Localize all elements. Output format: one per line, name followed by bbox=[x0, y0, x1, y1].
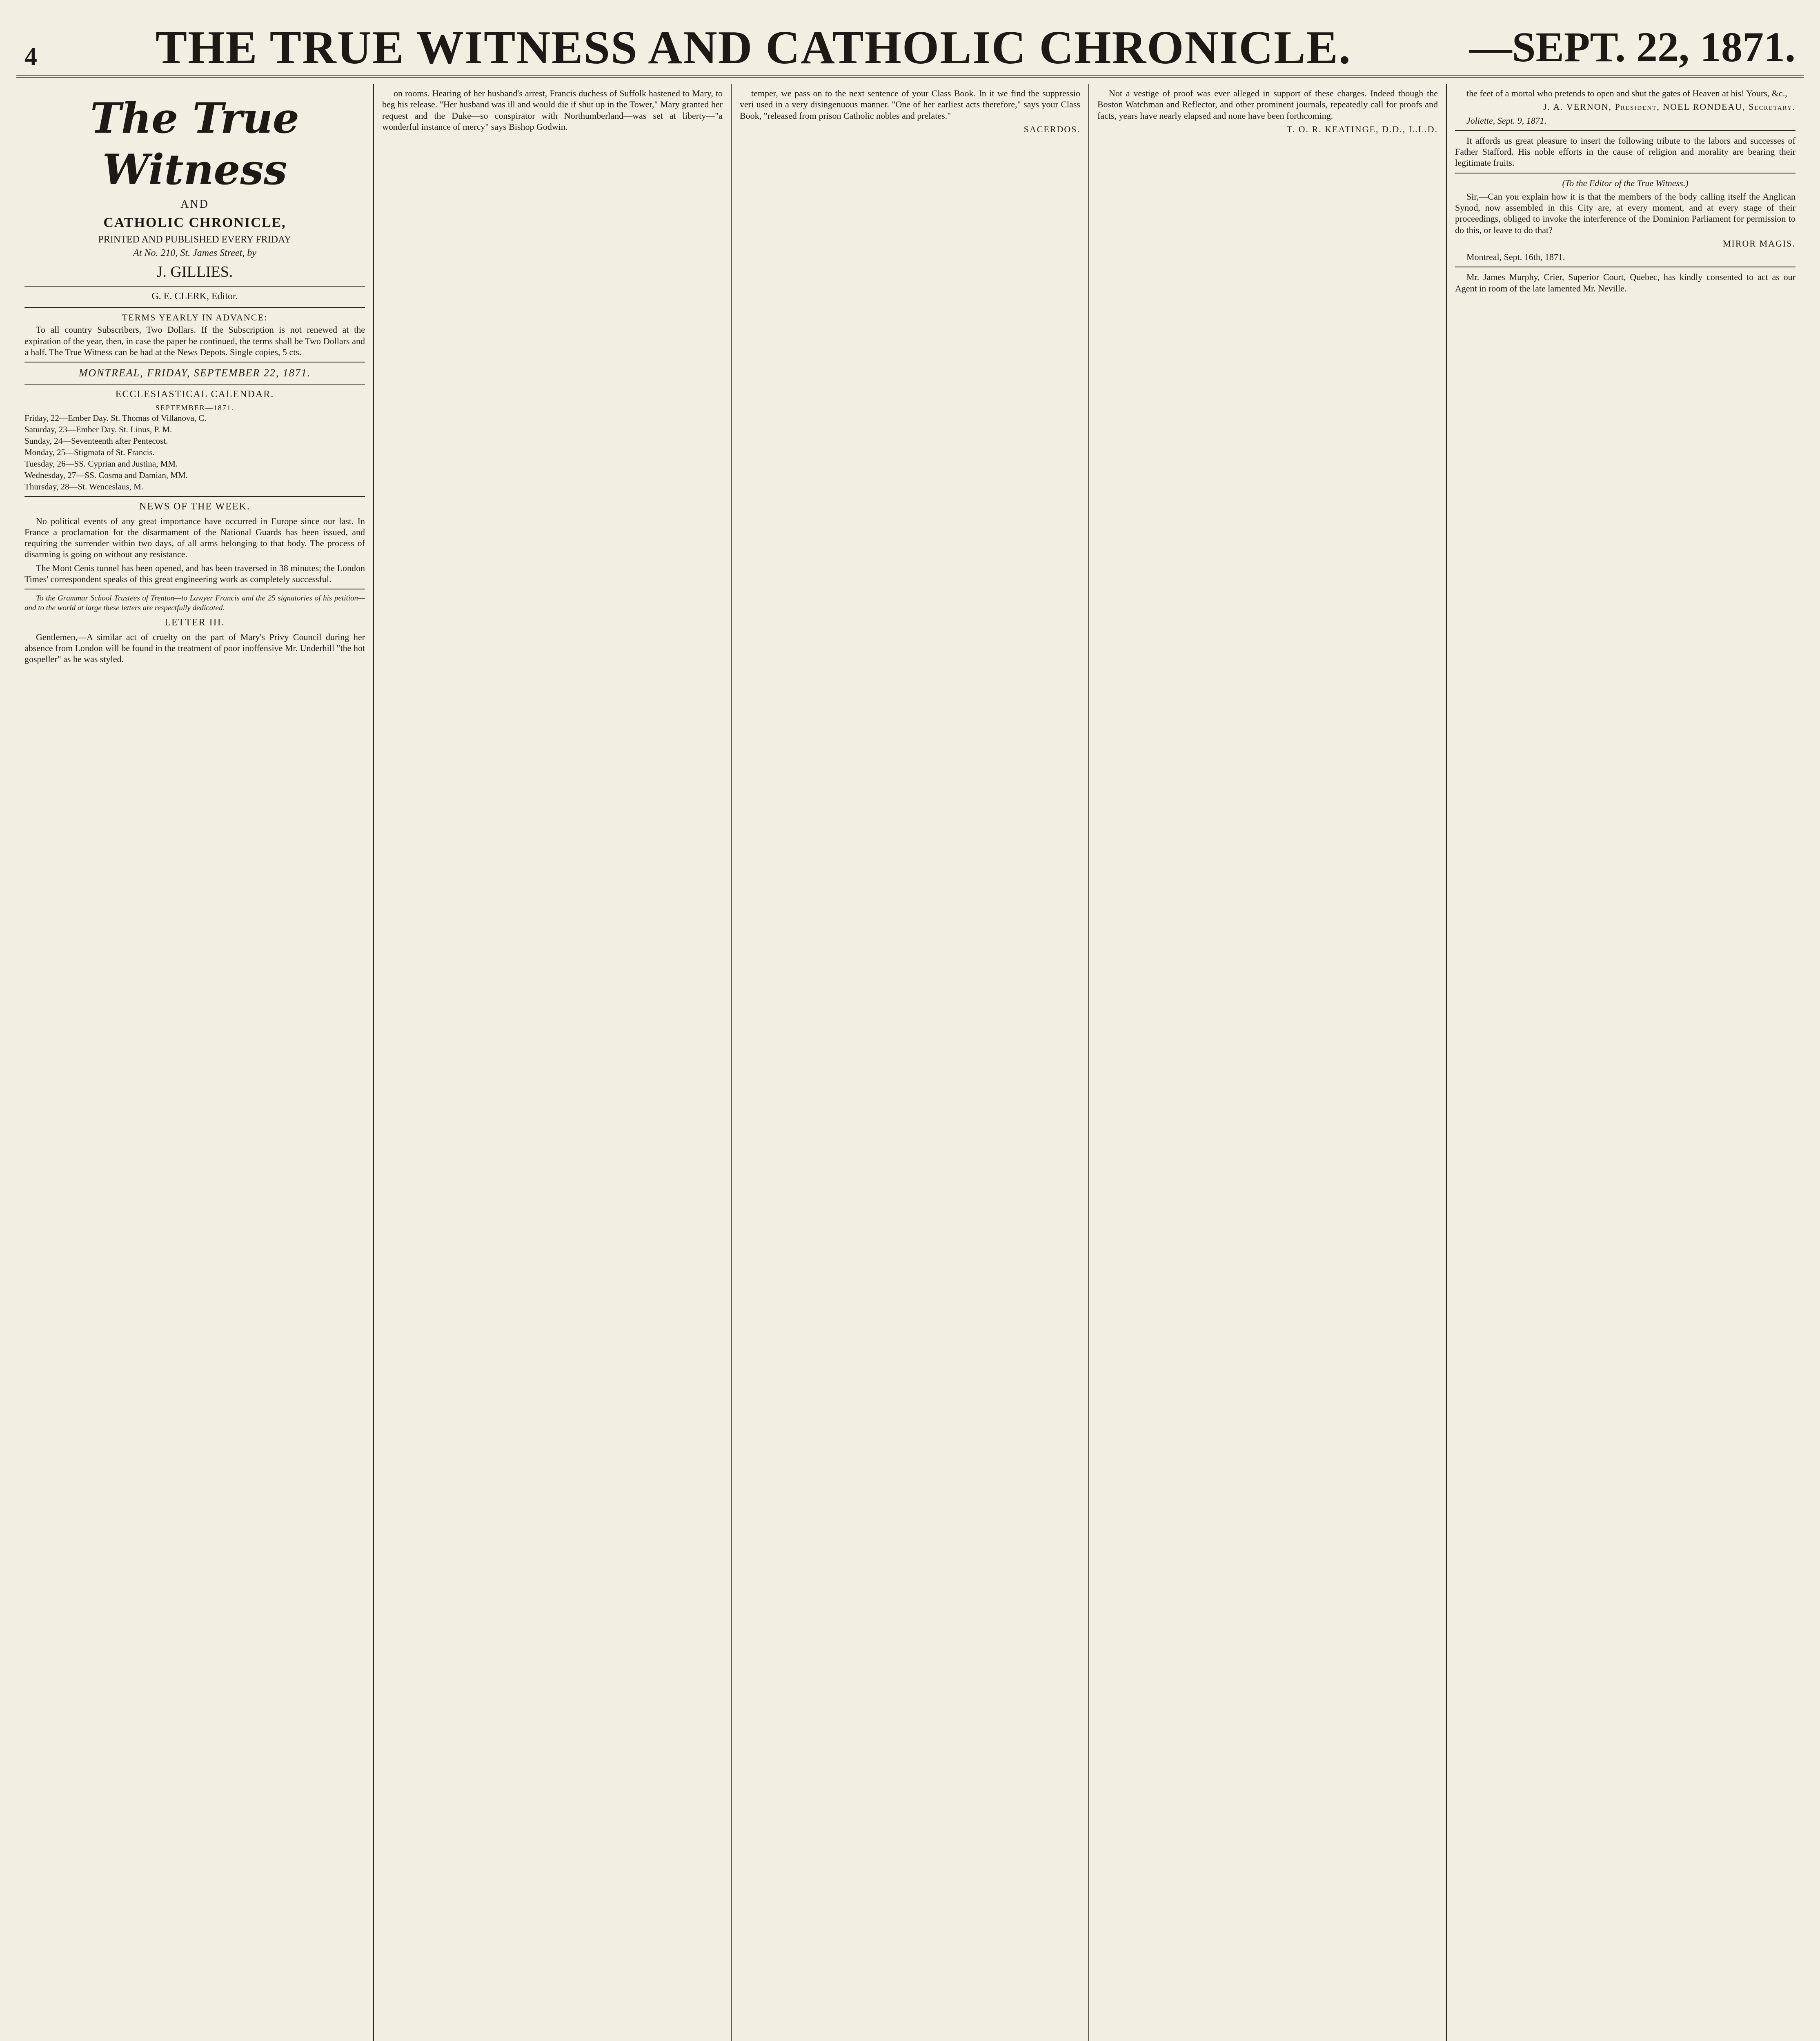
column-2 bbox=[374, 84, 732, 2041]
signature-miror-magis: MIROR MAGIS. bbox=[1722, 238, 1796, 249]
column-4 bbox=[1089, 84, 1447, 2041]
place-date: Joliette, Sept. 9, 1871. bbox=[1466, 115, 1547, 126]
letter-dedication: To the Grammar School Trustees of Trenton—to Lawyer Francis and the 25 signatories of his petition—and to the world at large these letters are respectfully dedicated. bbox=[24, 594, 365, 612]
letter-to-editor-heading: (To the Editor of the True Witness.) bbox=[1562, 178, 1689, 188]
columns bbox=[16, 84, 1804, 2041]
agent-notice: Mr. James Murphy, Crier, Superior Court, Quebec, has kindly consented to act as our Agent in room of the late lamented Mr. Neville. bbox=[1455, 272, 1796, 293]
letter-opening: Gentlemen,—A similar act of cruelty on the part of Mary's Privy Council during her absence from London will be found in the treatment of poor inoffensive Mr. Underhill "the hot gospeller" as he was styled. bbox=[24, 631, 365, 665]
column-1 bbox=[16, 84, 374, 2041]
divider bbox=[24, 286, 365, 287]
calendar-entry: Monday, 25—Stigmata of St. Francis. bbox=[24, 447, 155, 457]
divider bbox=[1455, 130, 1796, 131]
page-header bbox=[16, 16, 1804, 78]
calendar-entry: Sunday, 24—Seventeenth after Pentecost. bbox=[24, 436, 168, 446]
masthead-printed: PRINTED AND PUBLISHED EVERY FRIDAY bbox=[98, 234, 291, 245]
column-5 bbox=[1447, 84, 1804, 2041]
calendar-entry: Friday, 22—Ember Day. St. Thomas of Villanova, C. bbox=[24, 413, 207, 423]
page-number: 4 bbox=[24, 43, 37, 71]
divider bbox=[24, 496, 365, 497]
article-text: temper, we pass on to the next sentence of your Class Book. In it we find the suppressio veri used in a very disingenuous manner. "One of her earliest acts therefore," says your Class Book, "released from prison Catholic nobles and prelates." bbox=[740, 88, 1080, 121]
masthead-editor: G. E. CLERK, Editor. bbox=[151, 291, 238, 302]
article-text: on rooms. Hearing of her husband's arrest, Francis duchess of Suffolk hastened to Mary, to beg his release. "Her husband was ill and would die if shut up in the Tower," Mary granted her request and the Duke—so conspirator with Northumberland—was set at liberty—"a wonderful instance of mercy" says Bishop Godwin. bbox=[382, 88, 723, 132]
calendar bbox=[24, 389, 365, 491]
news-paragraph: No political events of any great importance have occurred in Europe since our last. In France a proclamation for the disarmament of the National Guards has been issued, and requiring the surrender within two days, of all arms belonging to that body. The process of disarming is going on without any resistance. bbox=[24, 516, 365, 560]
signature-sacerdos: SACERDOS. bbox=[1023, 124, 1080, 134]
montreal-dateline: Montreal, Sept. 16th, 1871. bbox=[1466, 252, 1565, 262]
divider bbox=[24, 384, 365, 385]
masthead-and: AND bbox=[180, 198, 209, 211]
news-paragraph: The Mont Cenis tunnel has been opened, and has been traversed in 38 minutes; the London Times' correspondent speaks of this great engineering work as completely successful. bbox=[24, 562, 365, 584]
masthead-address: At No. 210, St. James Street, by bbox=[133, 247, 256, 258]
calendar-entry: Thursday, 28—St. Wenceslaus, M. bbox=[24, 481, 144, 491]
stafford-paragraph: It affords us great pleasure to insert the following tribute to the labors and successes of Father Stafford. His noble efforts in the cause of religion and morality are bearing their legitimate fruits. bbox=[1455, 135, 1796, 168]
calendar-title: ECCLESIASTICAL CALENDAR. bbox=[115, 389, 274, 400]
calendar-month: SEPTEMBER—1871. bbox=[155, 404, 234, 412]
masthead-subtitle: CATHOLIC CHRONICLE, bbox=[103, 215, 286, 230]
calendar-entry: Saturday, 23—Ember Day. St. Linus, P. M. bbox=[24, 424, 172, 434]
news-heading: NEWS OF THE WEEK. bbox=[139, 501, 250, 512]
letter-to-editor-text: Sir,—Can you explain how it is that the members of the body calling itself the Anglican Synod, now assembled in this City are, at every moment, and at every stage of their proceedings, obliged to invoke the interference of the Dominion Parliament for permission to do this, or leave to do that? bbox=[1455, 191, 1796, 235]
terms-heading: TERMS YEARLY IN ADVANCE: bbox=[122, 312, 268, 323]
column-3 bbox=[732, 84, 1089, 2041]
dateline: MONTREAL, FRIDAY, SEPTEMBER 22, 1871. bbox=[78, 367, 311, 379]
newspaper-title: THE TRUE WITNESS AND CATHOLIC CHRONICLE. bbox=[155, 22, 1351, 74]
signature-keatinge: T. O. R. KEATINGE, D.D., L.L.D. bbox=[1286, 124, 1438, 134]
calendar-entry: Wednesday, 27—SS. Cosma and Damian, MM. bbox=[24, 470, 188, 480]
article-text: Not a vestige of proof was ever alleged in support of these charges. Indeed though the Boston Watchman and Reflector, and other prominent journals, repeatedly call for proofs and facts, years have nearly elapsed and none have been forthcoming. bbox=[1097, 88, 1438, 121]
signature-vernon: J. A. VERNON, President, NOEL RONDEAU, Secretary. bbox=[1543, 102, 1796, 112]
article-text: the feet of a mortal who pretends to open and shut the gates of Heaven at his! Yours, &c., bbox=[1466, 88, 1787, 98]
masthead-title: The True Witness bbox=[90, 94, 299, 195]
divider bbox=[24, 307, 365, 308]
terms-text: To all country Subscribers, Two Dollars. If the Subscription is not renewed at the expiration of the year, then, in case the paper be continued, the terms shall be Two Dollars and a half. The True Witness can be had at the News Depots. Single copies, 5 cts. bbox=[24, 325, 365, 357]
issue-date: —SEPT. 22, 1871. bbox=[1469, 24, 1796, 71]
letter-heading: LETTER III. bbox=[165, 617, 225, 628]
masthead bbox=[24, 93, 365, 323]
masthead-publisher: J. GILLIES. bbox=[156, 263, 233, 281]
calendar-entry: Tuesday, 26—SS. Cyprian and Justina, MM. bbox=[24, 458, 178, 469]
